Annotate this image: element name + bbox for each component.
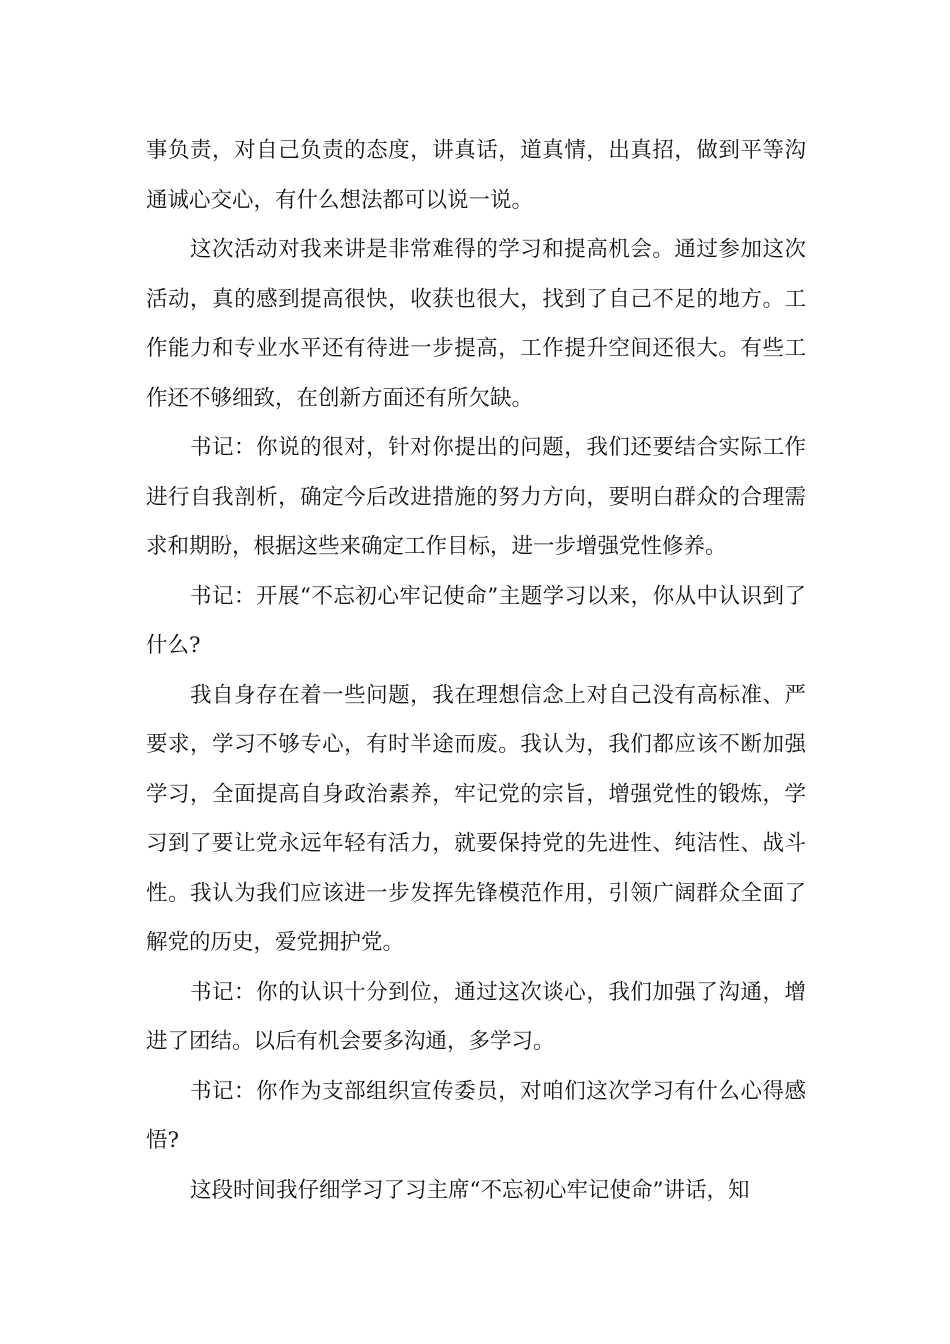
paragraph: 这次活动对我来讲是非常难得的学习和提高机会。通过参加这次活动，真的感到提高很快，收获也很大，找到了自己不足的地方。工作能力和专业水平还有待进一步提高，工作提升空间还很大。有些工作还不够细致，在创新方面还有所欠缺。	[146, 237, 806, 411]
paragraph: 书记：开展“不忘初心牢记使命”主题学习以来，你从中认识到了什么?	[146, 583, 806, 658]
paragraph: 书记：你的认识十分到位，通过这次谈心，我们加强了沟通，增进了团结。以后有机会要多沟通，多学习。	[146, 979, 806, 1054]
paragraph: 我自身存在着一些问题，我在理想信念上对自己没有高标准、严要求，学习不够专心，有时半途而废。我认为，我们都应该不断加强学习，全面提高自身政治素养，牢记党的宗旨，增强党性的锻炼，学习到了要让党永远年轻有活力，就要保持党的先进性、纯洁性、战斗性。我认为我们应该进一步发挥先锋模范作用，引领广阔群众全面了解党的历史，爱党拥护党。	[146, 682, 806, 955]
document-body	[146, 126, 806, 1215]
paragraph: 这段时间我仔细学习了习主席“不忘初心牢记使命”讲话，知	[190, 1177, 750, 1203]
paragraph: 事负责，对自己负责的态度，讲真话，道真情，出真招，做到平等沟通诚心交心，有什么想法都可以说一说。	[146, 138, 806, 213]
paragraph: 书记：你说的很对，针对你提出的问题，我们还要结合实际工作进行自我剖析，确定今后改进措施的努力方向，要明白群众的合理需求和期盼，根据这些来确定工作目标，进一步增强党性修养。	[146, 435, 806, 559]
paragraph: 书记：你作为支部组织宣传委员，对咱们这次学习有什么心得感悟?	[146, 1078, 806, 1153]
